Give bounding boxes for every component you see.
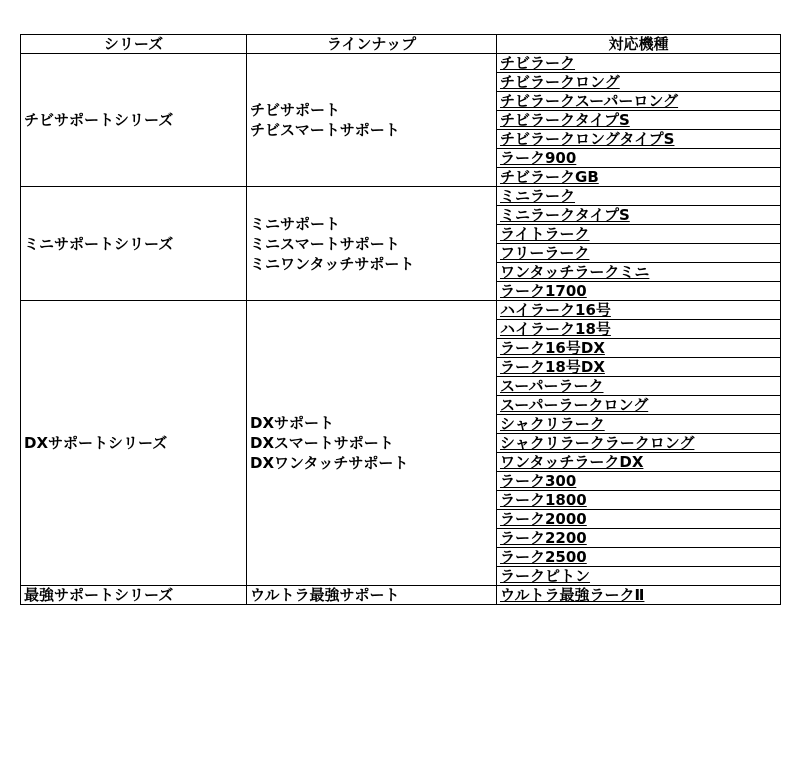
table-row [21,586,781,605]
model-cell: スーパーラークロング [497,396,781,415]
series-cell-mini: ミニサポートシリーズ [21,187,247,301]
model-cell: フリーラーク [497,244,781,263]
model-cell: ラーク1700 [497,282,781,301]
lineup-item: DXスマートサポート [250,434,394,452]
header-lineup: ラインナップ [247,35,497,54]
model-cell: ハイラーク18号 [497,320,781,339]
table-row [21,54,781,73]
model-cell: チビラーク [497,54,781,73]
model-cell: ウルトラ最強ラークⅡ [497,586,781,605]
model-cell: ワンタッチラークDX [497,453,781,472]
model-cell: チビラークタイプS [497,111,781,130]
lineup-item: DXサポート [250,414,335,432]
lineup-item: DXワンタッチサポート [250,454,409,472]
lineup-item: チビサポート [250,101,341,119]
model-cell: ラークピトン [497,567,781,586]
lineup-item: ミニスマートサポート [250,234,400,253]
series-cell-saikyo: 最強サポートシリーズ [21,586,247,605]
table-row [21,301,781,320]
series-cell-chibi: チビサポートシリーズ [21,54,247,187]
header-series: シリーズ [21,35,247,54]
lineup-item: ミニワンタッチサポート [250,254,415,273]
lineup-cell-chibi [247,54,497,187]
model-cell: シャクリラーク [497,415,781,434]
lineup-cell-saikyo: ウルトラ最強サポート [247,586,497,605]
model-cell: ラーク1800 [497,491,781,510]
model-cell: チビラークロング [497,73,781,92]
model-cell: ラーク2200 [497,529,781,548]
header-row [21,35,781,54]
model-cell: スーパーラーク [497,377,781,396]
model-cell: シャクリラークラークロング [497,434,781,453]
model-cell: ミニラーク [497,187,781,206]
model-cell: ラーク300 [497,472,781,491]
model-cell: ラーク16号DX [497,339,781,358]
table-row [21,187,781,206]
model-cell: ワンタッチラークミニ [497,263,781,282]
model-cell: ラーク2000 [497,510,781,529]
header-models: 対応機種 [497,35,781,54]
model-cell: チビラークロングタイプS [497,130,781,149]
model-cell: ミニラークタイプS [497,206,781,225]
lineup-cell-mini [247,187,497,301]
lineup-item: ミニサポート [250,214,341,233]
model-cell: チビラークスーパーロング [497,92,781,111]
compatibility-table [20,34,781,605]
model-cell: ハイラーク16号 [497,301,781,320]
model-cell: ラーク2500 [497,548,781,567]
model-cell: ラーク900 [497,149,781,168]
model-cell: ラーク18号DX [497,358,781,377]
lineup-item: チビスマートサポート [250,121,400,139]
model-cell: ライトラーク [497,225,781,244]
lineup-cell-dx [247,301,497,586]
series-cell-dx: DXサポートシリーズ [21,301,247,586]
model-cell: チビラークGB [497,168,781,187]
